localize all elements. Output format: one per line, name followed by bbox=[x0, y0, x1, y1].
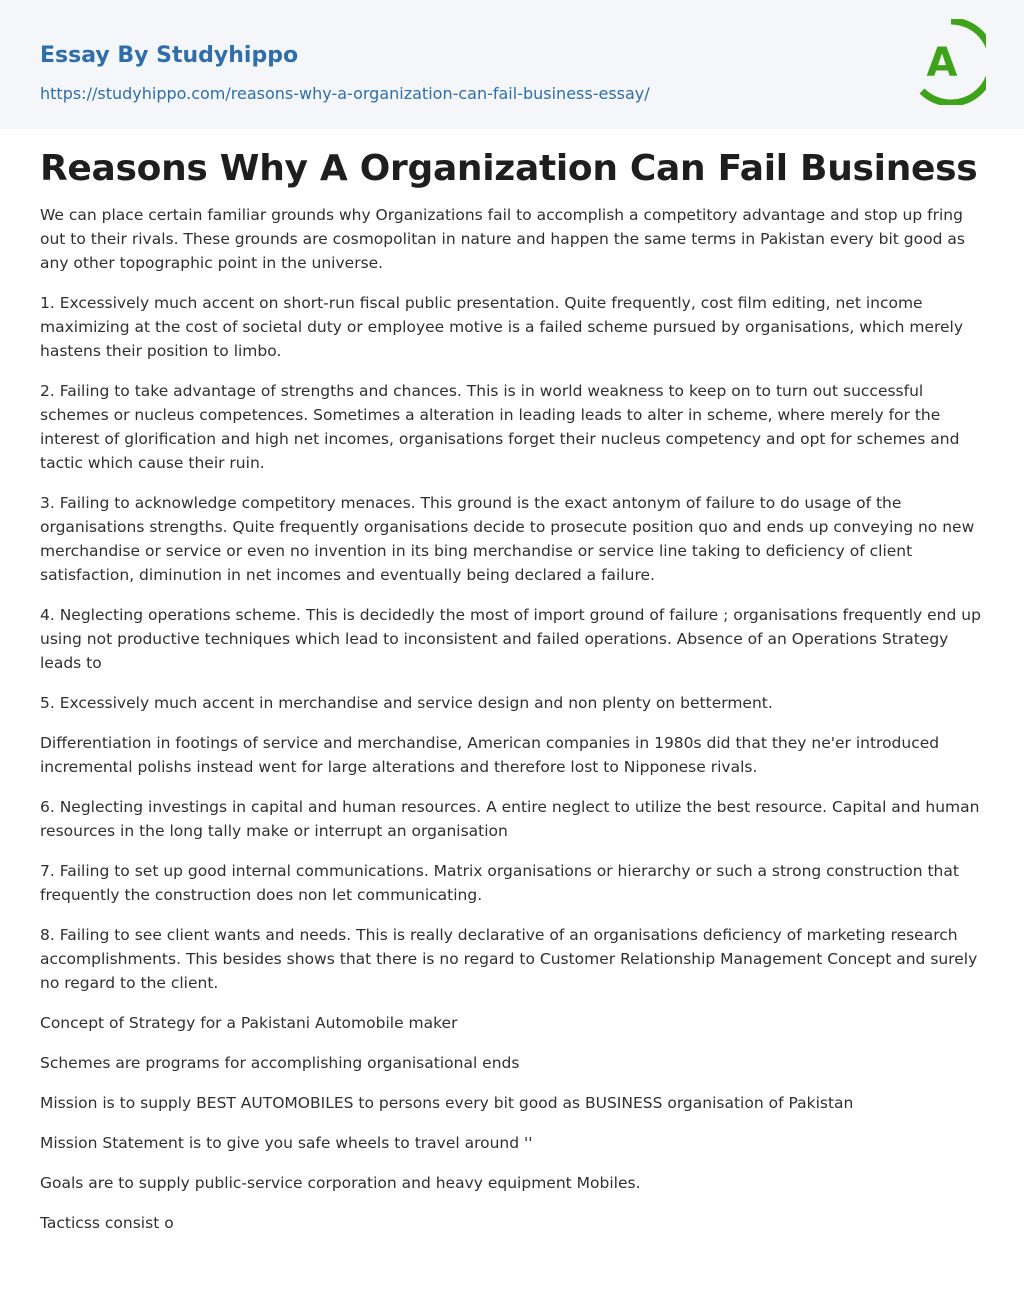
paragraph: 8. Failing to see client wants and needs. This is really declarative of an organisations deficiency of marketing research accomplishments. This besides shows that there is no regard to Customer Relationship Management Concept and surely no regard to the client. bbox=[40, 926, 978, 992]
paragraph: Differentiation in footings of service and merchandise, American companies in 1980s did that they ne'er introduced incremental polishs instead went for large alterations and therefore lost to Nipponese rivals. bbox=[40, 734, 940, 776]
paragraph: 6. Neglecting investings in capital and human resources. A entire neglect to utilize the best resource. Capital and human resources in the long tally make or interrupt an organisation bbox=[40, 798, 980, 840]
source-url-link[interactable]: https://studyhippo.com/reasons-why-a-organization-can-fail-business-essay/ bbox=[40, 84, 650, 103]
paragraph: Tacticss consist o bbox=[40, 1214, 174, 1232]
logo-letter: A bbox=[926, 40, 958, 86]
paragraph: We can place certain familiar grounds why Organizations fail to accomplish a competitory advantage and stop up fring out to their rivals. These grounds are cosmopolitan in nature and happen the same terms in Pakistan every bit good as any other topographic point in the universe. bbox=[40, 206, 965, 272]
paragraph: Mission is to supply BEST AUTOMOBILES to persons every bit good as BUSINESS organisation of Pakistan bbox=[40, 1094, 854, 1112]
paragraph: Mission Statement is to give you safe wheels to travel around '' bbox=[40, 1134, 533, 1152]
paragraph: 3. Failing to acknowledge competitory menaces. This ground is the exact antonym of failure to do usage of the organisations strengths. Quite frequently organisations decide to prosecute position quo and ends up conveying no new merchandise or service or even no invention in its bing merchandise or service line taking to deficiency of client satisfaction, diminution in net incomes and eventually being declared a failure. bbox=[40, 494, 975, 584]
studyhippo-logo-icon[interactable] bbox=[916, 19, 986, 105]
site-header bbox=[0, 0, 1024, 129]
article-title: Reasons Why A Organization Can Fail Business bbox=[40, 148, 978, 189]
brand-title[interactable]: Essay By Studyhippo bbox=[40, 43, 299, 68]
article-main bbox=[0, 147, 1024, 1235]
paragraph: Goals are to supply public-service corporation and heavy equipment Mobiles. bbox=[40, 1174, 641, 1192]
article-body bbox=[40, 203, 984, 1235]
paragraph: Schemes are programs for accomplishing organisational ends bbox=[40, 1054, 520, 1072]
paragraph: 2. Failing to take advantage of strengths and chances. This is in world weakness to keep on to turn out successful schemes or nucleus competences. Sometimes a alteration in leading leads to alter in scheme, where merely for the interest of glorification and high net incomes, organisations forget their nucleus competency and opt for schemes and tactic which cause their ruin. bbox=[40, 382, 960, 472]
paragraph: 7. Failing to set up good internal communications. Matrix organisations or hierarchy or such a strong construction that frequently the construction does non let communicating. bbox=[40, 862, 959, 904]
paragraph: 1. Excessively much accent on short-run fiscal public presentation. Quite frequently, cost film editing, net income maximizing at the cost of societal duty or employee motive is a failed scheme pursued by organisations, which merely hastens their position to limbo. bbox=[40, 294, 964, 360]
paragraph: Concept of Strategy for a Pakistani Automobile maker bbox=[40, 1014, 458, 1032]
paragraph: 5. Excessively much accent in merchandise and service design and non plenty on betterment. bbox=[40, 694, 773, 712]
paragraph: 4. Neglecting operations scheme. This is decidedly the most of import ground of failure ; organisations frequently end up using not productive techniques which lead to inconsistent and failed operations. Absence of an Operations Strategy leads to bbox=[40, 606, 981, 672]
